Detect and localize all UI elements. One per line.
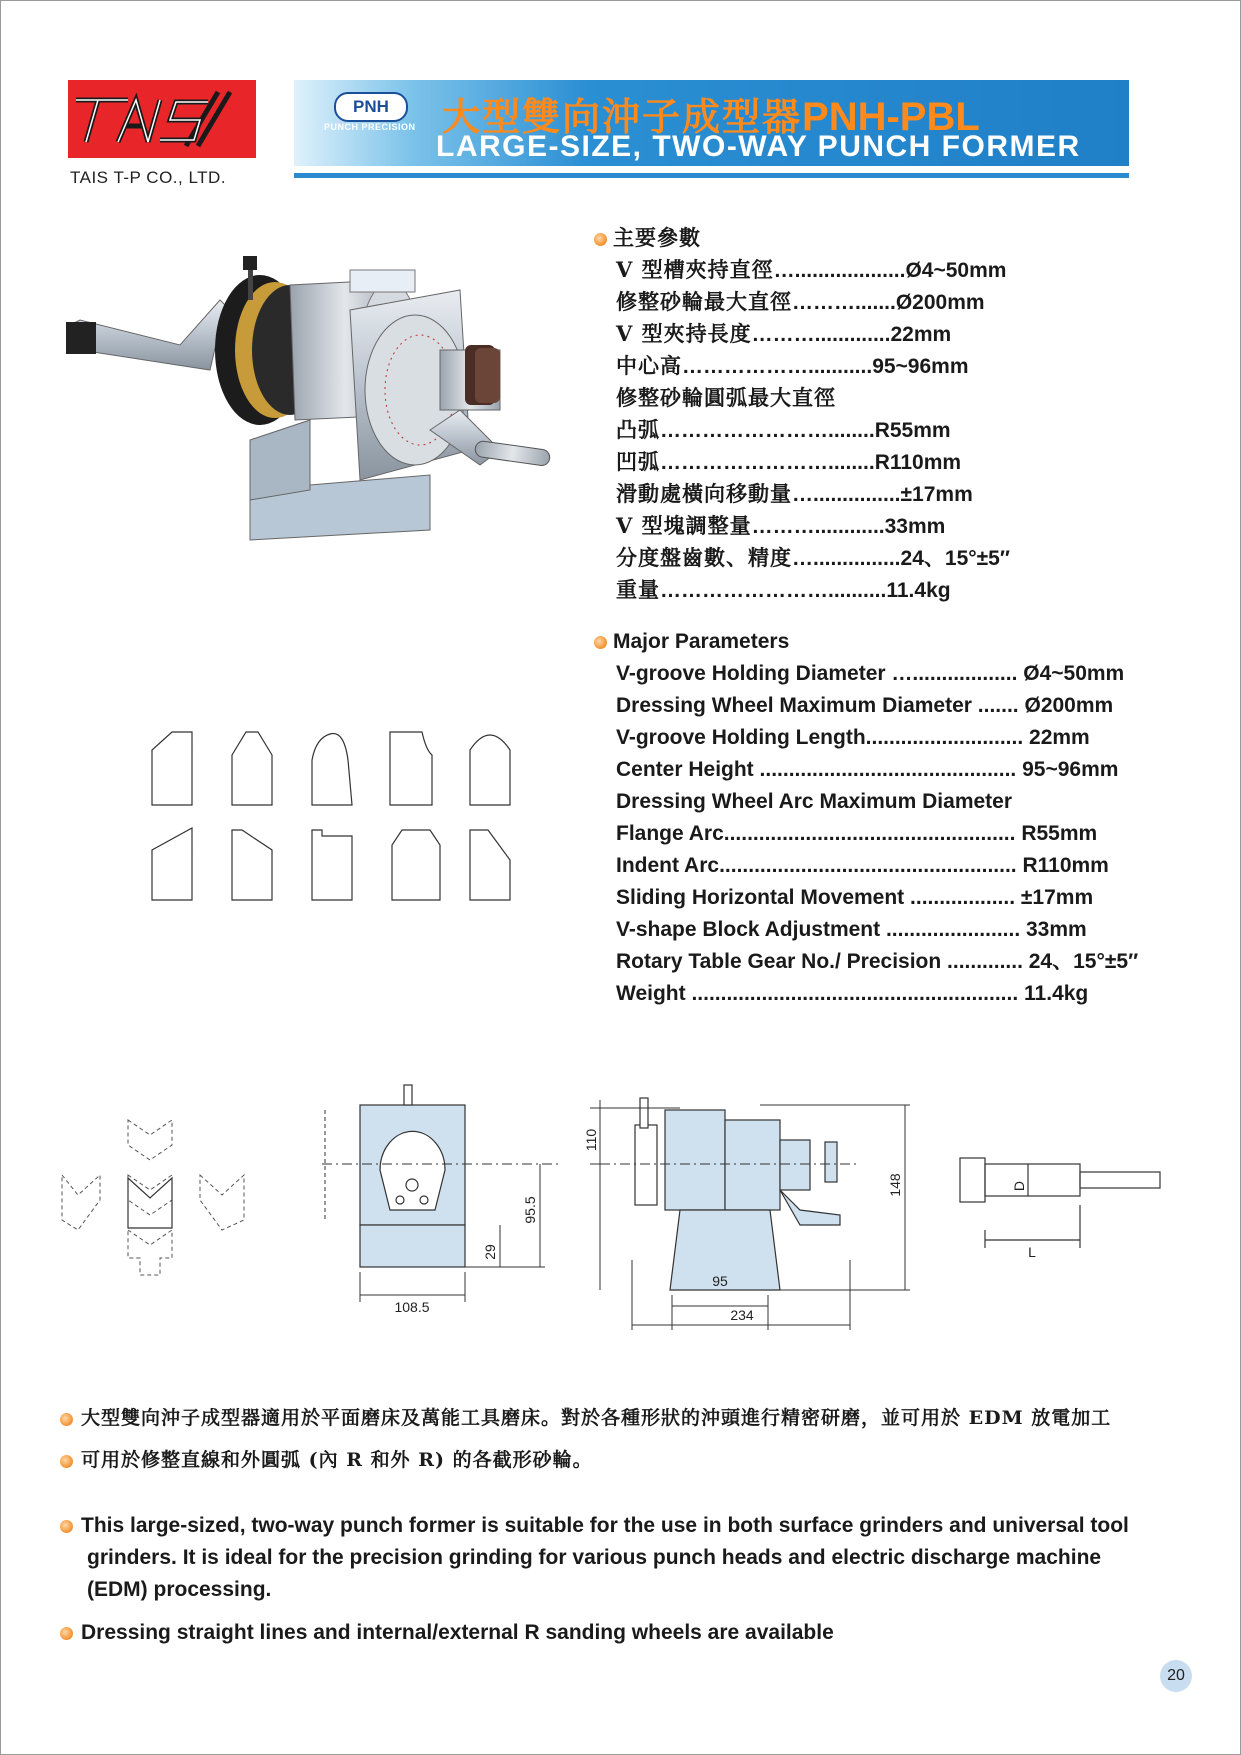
specs-english-heading	[594, 626, 1138, 658]
punch-shape	[152, 732, 192, 805]
dim-height-110: 110	[583, 1128, 599, 1152]
bullet-icon	[60, 1520, 73, 1533]
spec-row: Dressing Wheel Maximum Diameter ....... Ø200mm	[616, 694, 1114, 717]
banner-underline	[294, 173, 1129, 178]
specs-chinese-heading	[594, 222, 1010, 254]
bullet-icon	[60, 1627, 73, 1640]
punch-shape	[312, 734, 352, 805]
punch-shape	[312, 830, 352, 900]
dim-base-height: 29	[482, 1244, 498, 1260]
punch-shape	[470, 830, 510, 900]
punch-shape	[232, 732, 272, 805]
spec-row: V-shape Block Adjustment ....................... 33mm	[616, 918, 1087, 941]
dim-total-length: 234	[730, 1307, 754, 1323]
company-name: TAIS T-P CO., LTD.	[70, 168, 227, 187]
spec-row: Dressing Wheel Arc Maximum Diameter	[616, 790, 1013, 813]
title-english: LARGE-SIZE, TWO-WAY PUNCH FORMER	[436, 130, 1081, 163]
spec-row: 分度盤齒數、精度…...............24、15°±5″	[616, 545, 1010, 570]
note-english-2: Dressing straight lines and internal/external R sanding wheels are available	[60, 1617, 834, 1649]
bullet-icon	[594, 233, 607, 246]
punch-shape	[390, 732, 432, 805]
punch-profile-shapes	[140, 720, 520, 910]
heading-text: 主要參數	[613, 225, 701, 250]
pnh-badge-subtitle: PUNCH PRECISION	[324, 122, 416, 132]
bullet-icon	[60, 1455, 73, 1468]
spec-row: 中心高………………...........95~96mm	[616, 353, 969, 378]
punch-shape	[232, 830, 272, 900]
spec-row: V 型槽夾持直徑…...................Ø4~50mm	[616, 257, 1007, 282]
front-view-drawing	[360, 1085, 465, 1267]
specs-chinese	[594, 222, 1010, 606]
note-chinese-1: 大型雙向沖子成型器適用於平面磨床及萬能工具磨床。對於各種形狀的沖頭進行精密研磨，並可用於 EDM 放電加工	[60, 1402, 1111, 1434]
spec-row: Center Height ............................................ 95~96mm	[616, 758, 1119, 781]
spec-row: 滑動處橫向移動量…...............±17mm	[616, 481, 973, 506]
punch-dimension-drawing	[960, 1158, 1160, 1248]
technical-drawings	[0, 1080, 1241, 1340]
pnh-badge: PNH	[334, 92, 408, 122]
dim-base-length: 95	[712, 1273, 728, 1289]
note-english-1: This large-sized, two-way punch former is suitable for the use in both surface grinders and universal tool grinders. It is ideal for the precision grinding for various punch heads and electric discharge machine (EDM) processing.	[60, 1510, 1129, 1606]
spec-row: Indent Arc................................................... R110mm	[616, 854, 1109, 877]
spec-row: 修整砂輪最大直徑……….......Ø200mm	[616, 289, 985, 314]
tais-logo	[68, 80, 256, 158]
dim-length-l: L	[1028, 1244, 1036, 1260]
product-photo	[60, 250, 580, 550]
tais-logo-mark	[68, 80, 256, 158]
punch-shape	[470, 735, 510, 805]
dim-width-front: 108.5	[394, 1299, 430, 1315]
model-number: PNH-PBL	[802, 95, 980, 139]
specs-english	[594, 626, 1138, 1010]
spec-row: 凹弧……………………........R110mm	[616, 449, 962, 474]
heading-text: Major Parameters	[613, 630, 790, 653]
dim-diameter-d: D	[1011, 1180, 1027, 1192]
title-chinese-text: 大型雙向沖子成型器	[442, 94, 803, 139]
spec-row: V-groove Holding Length........................... 22mm	[616, 726, 1090, 749]
dim-total-height: 148	[887, 1173, 903, 1197]
spec-row: Flange Arc.................................................. R55mm	[616, 822, 1098, 845]
spec-row: V-groove Holding Diameter ….................. Ø4~50mm	[616, 662, 1125, 685]
spec-row: 凸弧……………………........R55mm	[616, 417, 951, 442]
bullet-icon	[594, 636, 607, 649]
dim-center-height: 95.5	[522, 1196, 538, 1224]
spec-row: Rotary Table Gear No./ Precision ............. 24、15°±5″	[616, 950, 1139, 973]
side-view-drawing	[635, 1098, 840, 1290]
punch-shape	[392, 830, 440, 900]
note-chinese-2: 可用於修整直線和外圓弧 (內 R 和外 R) 的各截形砂輪。	[60, 1444, 593, 1476]
spec-row: Sliding Horizontal Movement .................. ±17mm	[616, 886, 1094, 909]
spec-row: Weight ........................................................ 11.4kg	[616, 982, 1089, 1005]
spec-row: V 型塊調整量………............33mm	[616, 513, 946, 538]
bullet-icon	[60, 1413, 73, 1426]
punch-shape	[152, 828, 192, 900]
page-number: 20	[1160, 1660, 1192, 1692]
spec-row: 修整砂輪圓弧最大直徑	[616, 385, 836, 410]
v-block-sketch	[62, 1120, 244, 1275]
v-block-solid	[128, 1178, 172, 1228]
spec-row: 重量……………………..........11.4kg	[616, 577, 951, 602]
title-banner	[294, 80, 1129, 166]
spec-row: V 型夾持長度……….............22mm	[616, 321, 952, 346]
